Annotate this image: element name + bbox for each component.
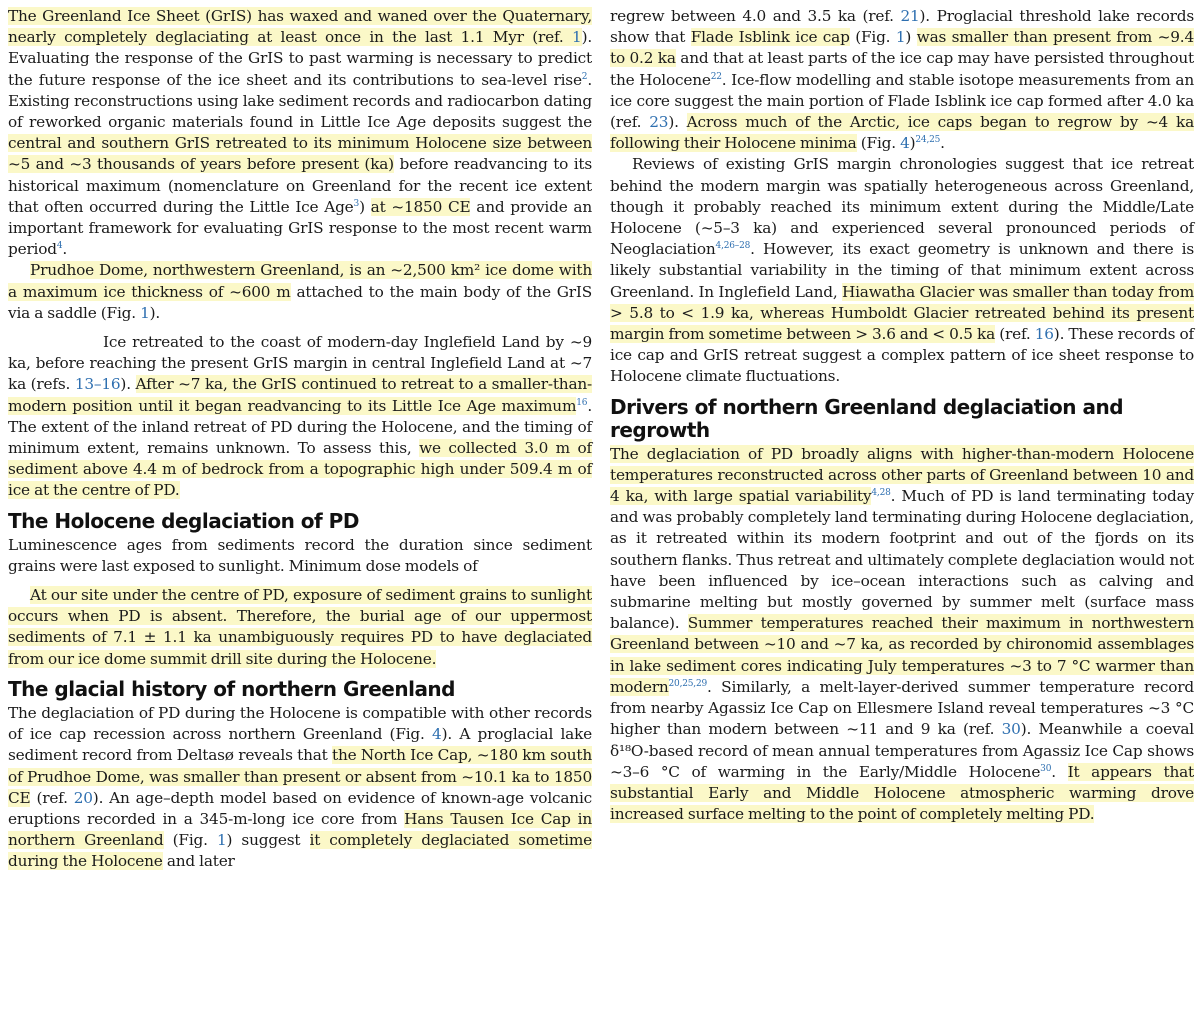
ice-retreat-paragraph [8, 332, 592, 502]
highlighted-text: The Greenland Ice Sheet (GrIS) has waxed and waned over the Quaternary, nearly completely deglaciating at least once in the last 1.1 Myr (ref. [8, 7, 592, 47]
body-text: and later [162, 852, 235, 871]
ref-link[interactable]: 4 [900, 134, 910, 153]
ref-link[interactable]: 16 [1034, 325, 1054, 344]
prudhoe-paragraph [8, 260, 592, 324]
section-heading: The glacial history of northern Greenland [8, 676, 455, 701]
citation-sup[interactable]: 2 [581, 71, 588, 82]
body-text: ). These records of ice cap and GrIS retreat suggest a complex pattern of ice sheet response to Holocene climate fluctuations. [610, 325, 1194, 386]
ref-link[interactable]: 1 [140, 303, 150, 322]
body-text: . Similarly, a melt-layer-derived summer temperature record from nearby Agassiz Ice Cap on Ellesmere Island reveal temperatures ~3 °C higher than modern between ~11 and 9 ka (ref. [610, 677, 1194, 739]
citation-sup[interactable]: 16 [576, 397, 588, 408]
highlighted-text: it completely deglaciated sometime during the Holocene [8, 831, 593, 871]
drivers-paragraph [610, 444, 1194, 826]
body-text: ) [909, 134, 916, 153]
body-text: ). Evaluating the response of the GrIS to past warming is necessary to predict the future response of the ice sheet and its contributions to sea-level rise [8, 28, 592, 89]
body-text: (ref. [995, 325, 1035, 344]
highlighted-text: Hans Tausen Ice Cap in northern Greenland [8, 809, 592, 850]
highlighted-text: Flade Isblink ice cap [690, 28, 850, 47]
ref-link[interactable]: 23 [649, 113, 669, 132]
body-text: ) [905, 28, 917, 47]
body-text: . Existing reconstructions using lake sediment records and radiocarbon dating of reworked organic materials found in Little Ice Age deposits suggest the [8, 70, 592, 132]
body-text: regrew between 4.0 and 3.5 ka (ref. [610, 7, 901, 25]
intro-paragraph [8, 6, 592, 260]
body-text: . Much of PD is land terminating today and was probably completely land terminating during Holocene deglaciation, as it retreated within its modern footprint and out of the fjords on its southern flanks. Thus retreat and ultimately complete deglaciation would not have been influenced by ice–ocean interactions such as calving and submarine melting but mostly governed by summer melt (surface mass balance). [610, 487, 1194, 633]
body-text: ). [668, 113, 687, 132]
highlighted-text: After ~7 ka, the GrIS continued to retreat to a smaller-than-modern position until it began readvancing to its Little Ice Age maximum [8, 375, 593, 415]
body-text: and that at least parts of the ice cap may have persisted throughout the Holocene [610, 49, 1195, 89]
highlighted-text: the North Ice Cap, ~180 km south of Prudhoe Dome, was smaller than present or absent from ~10.1 ka to 1850 CE [8, 746, 592, 807]
ref-link[interactable]: 4 [432, 725, 442, 744]
reviews-paragraph [610, 154, 1194, 387]
citation-sup[interactable]: 3 [353, 198, 360, 209]
citation-sup[interactable]: 22 [710, 71, 722, 82]
body-text: . Ice-flow modelling and stable isotope measurements from an ice core suggest the main portion of Flade Isblink ice cap formed after 4.0 ka (ref. [610, 70, 1194, 132]
section-heading: Drivers of northern Greenland deglaciation and regrowth [610, 394, 1124, 442]
body-text: ). Meanwhile a coeval δ¹⁸O-based record of mean annual temperatures from Agassiz Ice Cap shows ~3–6 °C of warming in the Early/Middle Holocene [610, 720, 1195, 781]
highlighted-text: The deglaciation of PD broadly aligns with higher-than-modern Holocene temperatures reconstructed across other parts of Greenland between 10 and 4 ka, with large spatial variability [610, 444, 1194, 506]
regrew-paragraph [610, 6, 1194, 154]
body-text: . [940, 134, 945, 153]
body-text: . However, its exact geometry is unknown and there is likely substantial variability in the timing of that minimum extent across Greenland. In Inglefield Land, [610, 240, 1194, 301]
highlighted-text: Hiawatha Glacier was smaller than today from > 5.8 to < 1.9 ka, whereas Humboldt Glacier retreated behind its present margin from sometime between > 3.6 and < 0.5 ka [610, 282, 1195, 344]
body-text: ). A proglacial lake sediment record from Deltasø reveals that [8, 725, 593, 765]
body-text: (Fig. [856, 134, 901, 153]
body-text: and provide an important framework for evaluating GrIS response to the most recent warm period [8, 197, 592, 259]
highlighted-text: we collected 3.0 m of sediment above 4.4 m of bedrock from a topographic high under 509.4 m of ice at the centre of PD. [8, 439, 592, 500]
section-heading: The Holocene deglaciation of PD [8, 508, 359, 533]
highlighted-text: at ~1850 CE [370, 197, 471, 216]
ref-link[interactable]: 1 [216, 831, 227, 850]
body-text: . The extent of the inland retreat of PD during the Holocene, and the timing of minimum extent, remains unknown. To assess this, [8, 396, 592, 458]
citation-sup[interactable]: 24,25 [915, 135, 941, 146]
body-text: ). Proglacial threshold lake records show that [610, 7, 1194, 47]
highlighted-text: Summer temperatures reached their maximum in northwestern Greenland between ~10 and ~7 ka, as recorded by chironomid assemblages in lake sediment cores indicating July temperatures ~3 to 7 °C warmer than modern [610, 614, 1194, 696]
highlighted-text: was smaller than present from ~9.4 to 0.2 ka [610, 28, 1194, 68]
body-text: ). An age–depth model based on evidence of known-age volcanic eruptions recorded in a 345-m-long ice core from [8, 788, 593, 828]
ref-link[interactable]: 13–16 [74, 375, 121, 394]
ref-link[interactable]: 20 [73, 788, 93, 807]
left-column [8, 6, 592, 873]
body-text: ) [359, 197, 371, 216]
citation-sup[interactable]: 20,25,29 [668, 678, 708, 689]
burial-age-paragraph [8, 585, 592, 670]
body-text: ). [149, 303, 161, 322]
body-text: (Fig. [849, 28, 896, 47]
body-text: Ice retreated to the coast of modern-day Inglefield Land by ~9 ka, before reaching the present GrIS margin in central Inglefield Land at ~7 ka (refs. [8, 333, 592, 394]
ref-link[interactable]: 1 [572, 28, 582, 47]
citation-sup[interactable]: 4,26–28 [715, 241, 751, 252]
body-text: attached to the main body of the GrIS via a saddle (Fig. [8, 282, 593, 322]
body-text: ) suggest [226, 831, 310, 850]
body-text: . [1051, 762, 1068, 781]
ref-link[interactable]: 21 [900, 7, 920, 25]
ref-link[interactable]: 1 [895, 28, 906, 47]
body-text: (ref. [30, 788, 74, 807]
luminescence-paragraph [8, 535, 592, 577]
body-text: ). [120, 375, 136, 394]
right-column [610, 6, 1194, 825]
highlighted-text: Across much of the Arctic, ice caps began to regrow by ~4 ka following their Holocene minima [610, 113, 1194, 153]
highlighted-text: central and southern GrIS retreated to its minimum Holocene size between ~5 and ~3 thousands of years before present (ka) [8, 134, 592, 174]
body-text: . [62, 240, 68, 259]
highlighted-text: At our site under the centre of PD, exposure of sediment grains to sunlight occurs when PD is absent. Therefore, the burial age of our uppermost sediments of 7.1 ± 1.1 ka unambiguously requires PD to have deglaciated from our ice dome summit drill site during the Holocene. [8, 586, 592, 668]
glacial-history-paragraph [8, 703, 592, 873]
citation-sup[interactable]: 4 [56, 241, 63, 252]
body-text: before readvancing to its historical maximum (nomenclature on Greenland for the recent ice extent that often occurred during the Little Ice Age [8, 155, 592, 216]
citation-sup[interactable]: 4,28 [871, 487, 891, 498]
citation-sup[interactable]: 30 [1040, 763, 1052, 774]
body-text: (Fig. [163, 831, 217, 850]
body-text: Reviews of existing GrIS margin chronologies suggest that ice retreat behind the modern margin was spatially heterogeneous across Greenland, though it probably reached its minimum extent during the Middle/Late Holocene (~5–3 ka) and experienced several pronounced periods of Neoglaciation [610, 155, 1194, 259]
body-text: Luminescence ages from sediments record the duration since sediment grains were last exposed to sunlight. Minimum dose models of [8, 535, 592, 575]
body-text: The deglaciation of PD during the Holocene is compatible with other records of ice cap recession across northern Greenland (Fig. [8, 703, 592, 744]
highlighted-text: It appears that substantial Early and Middle Holocene atmospheric warming drove increased surface melting to the point of completely melting PD. [610, 762, 1194, 824]
highlighted-text: Prudhoe Dome, northwestern Greenland, is an ~2,500 km² ice dome with a maximum ice thickness of ~600 m [8, 261, 592, 301]
ref-link[interactable]: 30 [1001, 720, 1021, 739]
